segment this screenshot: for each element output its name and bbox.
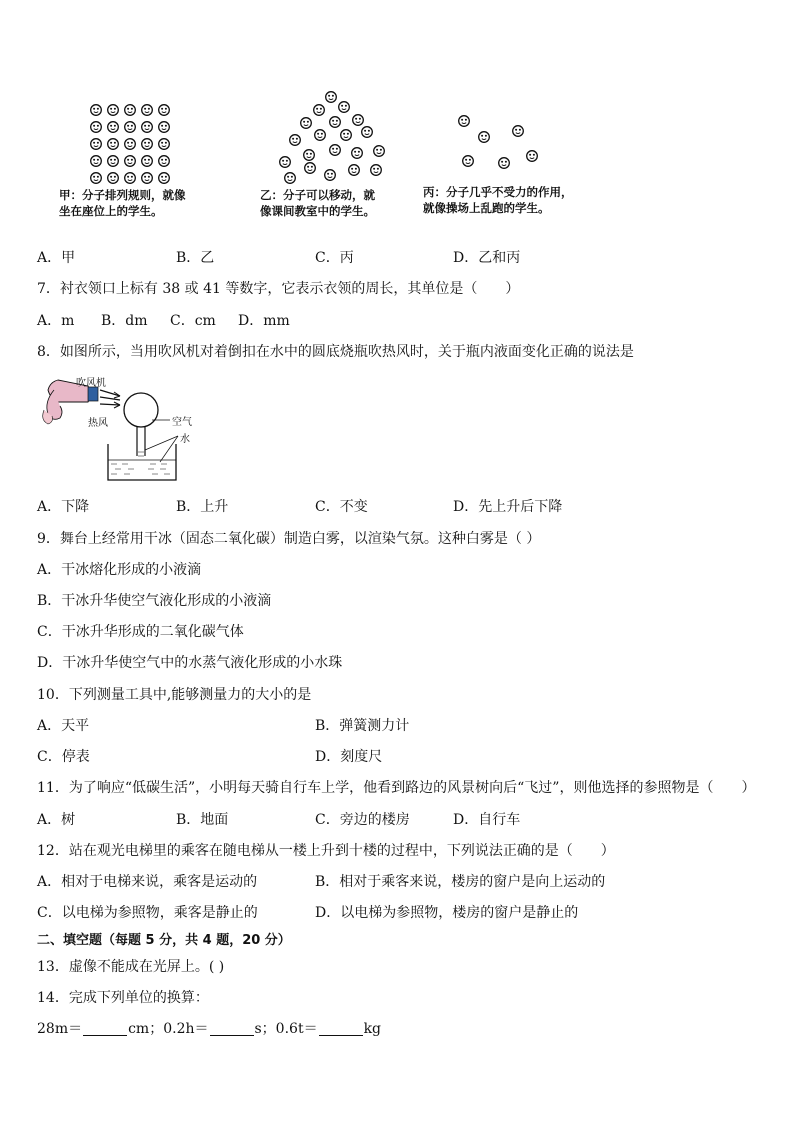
- q14-conversions: [37, 1020, 381, 1038]
- q8-label-air: 空气: [172, 417, 192, 428]
- q8-option-a[interactable]: A．下降: [37, 499, 90, 515]
- q8-stem: 8．如图所示，当用吹风机对着倒扣在水中的圆底烧瓶吹热风时，关于瓶内液面变化正确的说法是: [37, 344, 634, 360]
- q9-option-b[interactable]: B．干冰升华使空气液化形成的小液滴: [37, 593, 272, 609]
- q6-option-c[interactable]: C．丙: [315, 250, 354, 266]
- q10-stem: 10．下列测量工具中,能够测量力的大小的是: [37, 687, 312, 703]
- q10-option-d[interactable]: D．刻度尺: [315, 749, 383, 765]
- q8-label-water: 水: [180, 434, 190, 445]
- q7-option-a[interactable]: A．m: [37, 313, 75, 329]
- q6-option-a[interactable]: A．甲: [37, 250, 76, 266]
- section-2-title: 二、填空题（每题 5 分，共 4 题，20 分）: [37, 933, 291, 948]
- q12-option-b[interactable]: B．相对于乘客来说，楼房的窗户是向上运动的: [315, 874, 606, 890]
- q8-apparatus-figure: [40, 372, 210, 484]
- q14-part-1: 28m＝: [37, 1021, 83, 1037]
- q14-blank-cm[interactable]: [83, 1021, 127, 1036]
- q14-stem: 14．完成下列单位的换算：: [37, 990, 209, 1006]
- q11-option-a[interactable]: A．树: [37, 812, 76, 828]
- q11-option-c[interactable]: C．旁边的楼房: [315, 812, 410, 828]
- q14-unit-2: s；0.6t＝: [254, 1021, 318, 1037]
- solid-molecules: [91, 105, 170, 184]
- liquid-molecules: [280, 92, 385, 184]
- q8-option-c[interactable]: C．不变: [315, 499, 368, 515]
- q13-stem[interactable]: 13．虚像不能成在光屏上。( ): [37, 959, 225, 975]
- q12-stem: 12．站在观光电梯里的乘客在随电梯从一楼上升到十楼的过程中，下列说法正确的是（ ）: [37, 843, 615, 859]
- q9-option-c[interactable]: C．干冰升华形成的二氧化碳气体: [37, 624, 244, 640]
- q9-option-d[interactable]: D．干冰升华使空气中的水蒸气液化形成的小水珠: [37, 655, 343, 671]
- q14-unit-1: cm；0.2h＝: [128, 1021, 209, 1037]
- q14-blank-kg[interactable]: [319, 1021, 363, 1036]
- q11-option-b[interactable]: B．地面: [176, 812, 229, 828]
- q7-option-b[interactable]: B．dm: [101, 313, 148, 329]
- caption-jia: 甲：分子排列规则，就像 坐在座位上的学生。: [59, 188, 186, 218]
- caption-yi: 乙：分子可以移动，就 像课间教室中的学生。: [260, 188, 375, 218]
- q12-option-c[interactable]: C．以电梯为参照物，乘客是静止的: [37, 905, 258, 921]
- q9-stem: 9．舞台上经常用干冰（固态二氧化碳）制造白雾，以渲染气氛。这种白雾是（ ）: [37, 531, 541, 547]
- q7-stem: 7．衬衣领口上标有 38 或 41 等数字，它表示衣领的周长，其单位是（ ）: [37, 281, 520, 297]
- q10-option-b[interactable]: B．弹簧测力计: [315, 718, 410, 734]
- q14-blank-s[interactable]: [210, 1021, 254, 1036]
- q6-option-b[interactable]: B．乙: [176, 250, 215, 266]
- q7-option-c[interactable]: C．cm: [170, 313, 216, 329]
- q10-option-a[interactable]: A．天平: [37, 718, 90, 734]
- q9-option-a[interactable]: A．干冰熔化形成的小液滴: [37, 562, 202, 578]
- q8-label-dryer: 吹风机: [76, 378, 106, 389]
- q12-option-d[interactable]: D．以电梯为参照物，楼房的窗户是静止的: [315, 905, 579, 921]
- q6-option-d[interactable]: D．乙和丙: [453, 250, 521, 266]
- q11-option-d[interactable]: D．自行车: [453, 812, 521, 828]
- q12-option-a[interactable]: A．相对于电梯来说，乘客是运动的: [37, 874, 258, 890]
- q8-option-b[interactable]: B．上升: [176, 499, 229, 515]
- q8-option-d[interactable]: D．先上升后下降: [453, 499, 563, 515]
- q14-unit-3: kg: [363, 1021, 382, 1037]
- gas-molecules: [459, 116, 538, 169]
- q8-label-hot-air: 热风: [88, 418, 108, 429]
- q10-option-c[interactable]: C．停表: [37, 749, 90, 765]
- caption-bing: 丙：分子几乎不受力的作用， 就像操场上乱跑的学生。: [423, 185, 573, 215]
- q7-option-d[interactable]: D．mm: [238, 313, 290, 329]
- q11-stem: 11．为了响应“低碳生活”，小明每天骑自行车上学，他看到路边的风景树向后“飞过”，则他选择的参照物是（ ）: [37, 780, 756, 796]
